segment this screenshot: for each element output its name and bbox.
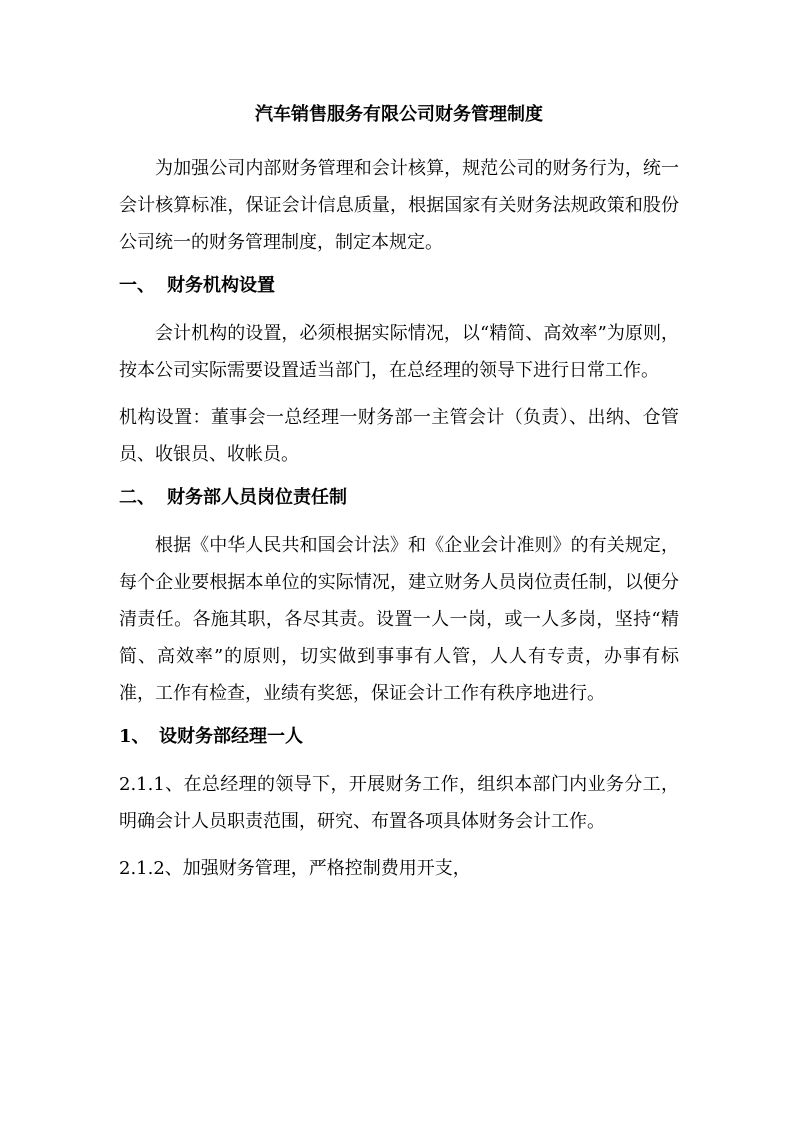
subsection-1-heading xyxy=(119,722,679,752)
section-1-heading xyxy=(119,271,679,301)
item-2-1-1: 2.1.1、在总经理的领导下，开展财务工作，组织本部门内业务分工，明确会计人员职责范围，研究、布置各项具体财务会计工作。 xyxy=(119,774,679,832)
section-1-number: 一、 xyxy=(119,275,155,296)
section-1-paragraph-1: 会计机构的设置，必须根据实际情况，以“精简、高效率”为原则，按本公司实际需要设置适当部门，在总经理的领导下进行日常工作。 xyxy=(119,323,679,381)
item-2-1-2: 2.1.2、加强财务管理，严格控制费用开支， xyxy=(119,858,471,879)
section-1-paragraph-2: 机构设置：董事会一总经理一财务部一主管会计（负责）、出纳、仓管员、收银员、收帐员。 xyxy=(119,407,679,465)
section-2-heading xyxy=(119,483,679,513)
section-2-title: 财务部人员岗位责任制 xyxy=(167,487,347,508)
subsection-1-title: 设财务部经理一人 xyxy=(159,726,303,747)
section-2-number: 二、 xyxy=(119,487,155,508)
document-body xyxy=(119,100,679,897)
section-2-paragraph-1: 根据《中华人民共和国会计法》和《企业会计准则》的有关规定，每个企业要根据本单位的实际情况，建立财务人员岗位责任制，以便分清责任。各施其职，各尽其责。设置一人一岗，或一人多岗，坚持“精简、高效率”的原则，切实做到事事有人管，人人有专责，办事有标准，工作有检查，业绩有奖惩，保证会计工作有秩序地进行。 xyxy=(119,535,679,704)
section-1-title: 财务机构设置 xyxy=(167,275,275,296)
subsection-1-number: 1、 xyxy=(119,726,150,747)
document-title: 汽车销售服务有限公司财务管理制度 xyxy=(255,104,543,125)
intro-paragraph: 为加强公司内部财务管理和会计核算，规范公司的财务行为，统一会计核算标准，保证会计信息质量，根据国家有关财务法规政策和股份公司统一的财务管理制度，制定本规定。 xyxy=(119,158,679,253)
